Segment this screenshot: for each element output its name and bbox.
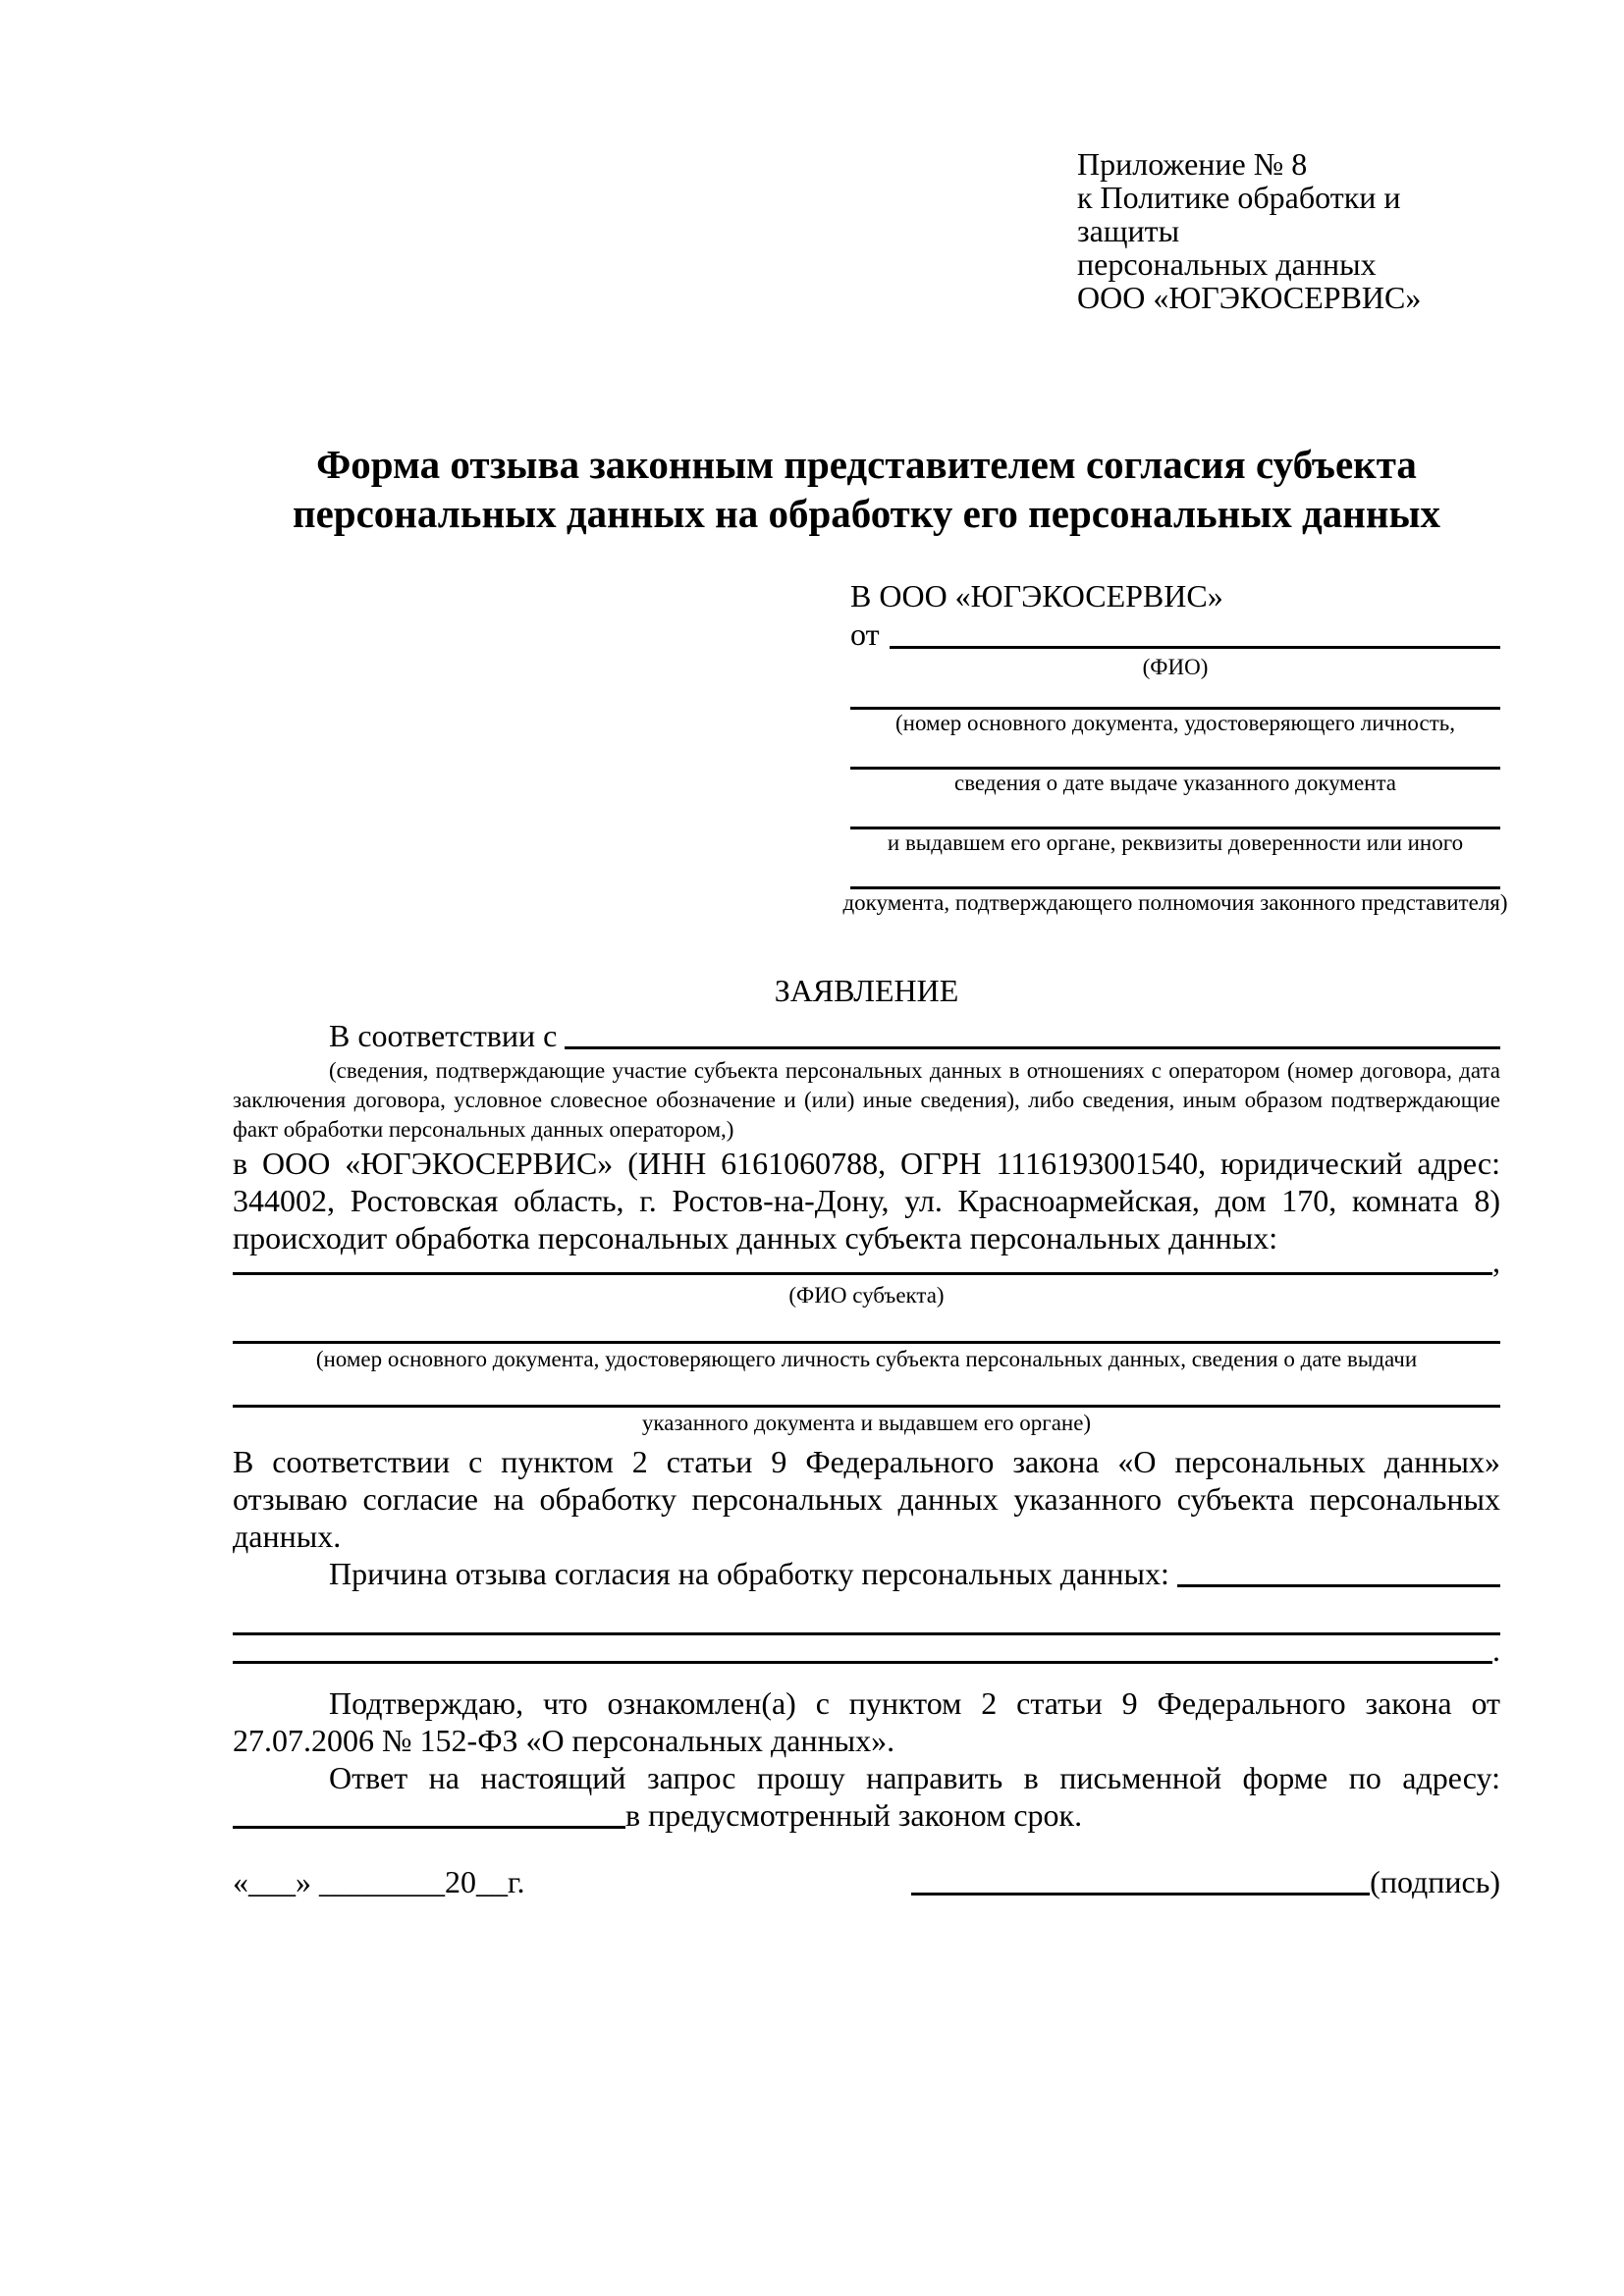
- subject-id-field-line[interactable]: [233, 1341, 1500, 1344]
- reply-suffix-text: в предусмотренный законом срок.: [625, 1797, 1083, 1833]
- reason-extra-line-2[interactable]: [233, 1661, 1492, 1664]
- appendix-line-1: Приложение № 8: [1077, 146, 1308, 182]
- intro-row: [233, 1017, 1500, 1054]
- appendix-line-4: ООО «ЮГЭКОСЕРВИС»: [1077, 280, 1422, 315]
- statement-heading: ЗАЯВЛЕНИЕ: [774, 973, 959, 1008]
- document-title: Форма отзыва законным представителем согласия субъекта персональных данных на обработку его персональных данных: [292, 442, 1441, 536]
- addressee-from-label: от: [850, 616, 880, 652]
- addressee-to: В ООО «ЮГЭКОСЕРВИС»: [850, 578, 1223, 614]
- trailing-comma: ,: [1492, 1244, 1500, 1279]
- subject-fio-row: [233, 1244, 1500, 1280]
- confirm-paragraph: Подтверждаю, что ознакомлен(а) с пунктом 2 статьи 9 Федерального закона от 27.07.2006 № 152-ФЗ «О персональных данных».: [233, 1685, 1500, 1758]
- reply-request-paragraph: Ответ на настоящий запрос прошу направить в письменной форме по адресу:: [329, 1760, 1500, 1795]
- fio-caption: (ФИО): [1142, 655, 1209, 679]
- subject-block: [233, 1244, 1500, 1437]
- authority-document-caption: документа, подтверждающего полномочия законного представителя): [842, 890, 1508, 915]
- subject-fio-caption: (ФИО субъекта): [788, 1283, 945, 1308]
- addressee-block: [842, 577, 1508, 917]
- operator-paragraph: в ООО «ЮГЭКОСЕРВИС» (ИНН 6161060788, ОГРН 1116193001540, юридический адрес: 344002, Ростовская область, г. Ростов-на-Дону, ул. Красноармейская, дом 170, комната 8) происходит обработка персональных данных субъекта персональных данных:: [233, 1146, 1500, 1255]
- reason-extra-line-1[interactable]: [233, 1632, 1500, 1635]
- appendix-line-2: к Политике обработки и защиты: [1077, 180, 1401, 248]
- id-document-caption: (номер основного документа, удостоверяющего личность,: [894, 711, 1456, 735]
- subject-id-caption-2: указанного документа и выдавшем его органе): [641, 1411, 1092, 1435]
- signature-caption: (подпись): [1370, 1864, 1500, 1899]
- reply-address-row: [233, 1796, 1500, 1834]
- issue-date-caption: сведения о дате выдаче указанного документа: [953, 771, 1397, 795]
- reason-field-line[interactable]: [1177, 1584, 1500, 1587]
- intro-caption: (сведения, подтверждающие участие субъекта персональных данных в отношениях с оператором (номер договора, дата заключения договора, условное словесное обозначение и (или) иные сведения), либо сведения, иным образом подтверждающие факт обработки персональных данных оператором,): [233, 1058, 1500, 1142]
- trailing-period: .: [1492, 1632, 1500, 1668]
- signature-field-line[interactable]: [911, 1893, 1370, 1896]
- appendix-line-3: персональных данных: [1077, 246, 1377, 282]
- withdrawal-paragraph: В соответствии с пунктом 2 статьи 9 Федерального закона «О персональных данных» отзываю согласие на обработку персональных данных указанного субъекта персональных данных.: [233, 1444, 1500, 1554]
- reply-address-field-line[interactable]: [233, 1826, 625, 1829]
- subject-fio-field-line[interactable]: [233, 1272, 1492, 1275]
- subject-id-caption: (номер основного документа, удостоверяющего личность субъекта персональных данных, сведения о дате выдачи: [315, 1347, 1418, 1371]
- date-field-text: «___» ________20__г.: [233, 1864, 525, 1899]
- reason-extra-row-2: [233, 1632, 1500, 1669]
- intro-prefix: В соответствии с: [329, 1018, 558, 1053]
- signature-group: [911, 1863, 1500, 1900]
- addressee-from-row: [850, 614, 1500, 654]
- appendix-block: [1077, 147, 1500, 314]
- representative-fio-field-line[interactable]: [890, 646, 1500, 649]
- subject-id-field-line-2[interactable]: [233, 1405, 1500, 1408]
- reason-prefix: Причина отзыва согласия на обработку персональных данных:: [329, 1556, 1169, 1591]
- basis-field-line[interactable]: [565, 1046, 1500, 1049]
- reason-row: [233, 1555, 1500, 1592]
- footer-row: [233, 1863, 1500, 1900]
- issuing-authority-caption: и выдавшем его органе, реквизиты доверенности или иного: [887, 830, 1464, 855]
